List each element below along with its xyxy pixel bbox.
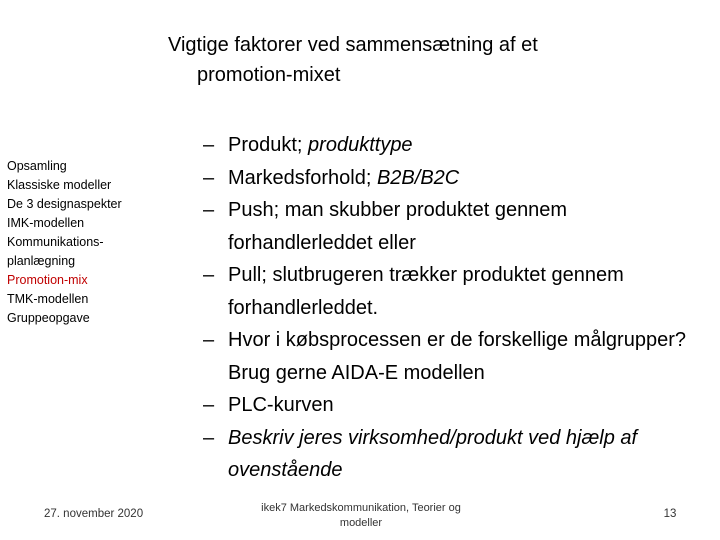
bullet-text: Markedsforhold; bbox=[228, 166, 377, 189]
bullet-item bbox=[203, 389, 708, 422]
bullet-item bbox=[203, 259, 708, 324]
slide-title bbox=[168, 30, 688, 90]
bullet-dash: – bbox=[203, 394, 215, 416]
bullet-dash: – bbox=[203, 264, 215, 286]
bullet-dash: – bbox=[203, 166, 215, 189]
footer-date: 27. november 2020 bbox=[44, 508, 144, 520]
bullet-item bbox=[203, 194, 708, 259]
agenda-item: TMK-modellen bbox=[7, 292, 89, 306]
agenda-item: IMK-modellen bbox=[7, 216, 85, 230]
slide-number: 13 bbox=[663, 508, 677, 520]
agenda-item: Klassiske modeller bbox=[7, 178, 112, 192]
bullet-dash: – bbox=[203, 426, 215, 449]
bullet-text-italic: B2B/B2C bbox=[376, 166, 460, 189]
agenda-sidebar bbox=[7, 157, 157, 328]
bullet-dash: – bbox=[203, 199, 215, 221]
agenda-item: Kommunikations- bbox=[7, 235, 104, 249]
bullet-dash: – bbox=[203, 134, 215, 156]
slide-title-line-1: Vigtige faktorer ved sammensætning af et bbox=[168, 34, 538, 56]
agenda-item: Opsamling bbox=[7, 159, 67, 173]
bullet-list bbox=[203, 129, 708, 487]
bullet-dash: – bbox=[203, 329, 215, 351]
agenda-item: De 3 designaspekter bbox=[7, 197, 122, 211]
bullet-item bbox=[203, 162, 708, 195]
bullet-text: PLC-kurven bbox=[228, 394, 334, 416]
bullet-text: Produkt; bbox=[228, 134, 309, 156]
agenda-item: Gruppeopgave bbox=[7, 311, 90, 325]
agenda-item-active: Promotion-mix bbox=[7, 273, 88, 287]
footer-course-title: ikek7 Markedskommunikation, Teorier og modeller bbox=[261, 502, 461, 529]
bullet-text-italic: produkttype bbox=[308, 134, 413, 156]
bullet-item bbox=[203, 129, 708, 162]
slide-title-line-2: promotion-mixet bbox=[197, 64, 341, 86]
bullet-text-italic: Beskriv jeres virksomhed/produkt ved hjælp af ovenstående bbox=[228, 426, 638, 481]
bullet-text: Push; man skubber produktet gennem forhandlerleddet eller bbox=[228, 199, 568, 254]
bullet-text: Pull; slutbrugeren trækker produktet gennem forhandlerleddet. bbox=[228, 264, 624, 319]
bullet-item bbox=[203, 422, 708, 487]
bullet-item bbox=[203, 324, 708, 389]
agenda-item: planlægning bbox=[7, 254, 76, 268]
bullet-text: Hvor i købsprocessen er de forskellige målgrupper? Brug gerne AIDA-E modellen bbox=[228, 329, 686, 384]
